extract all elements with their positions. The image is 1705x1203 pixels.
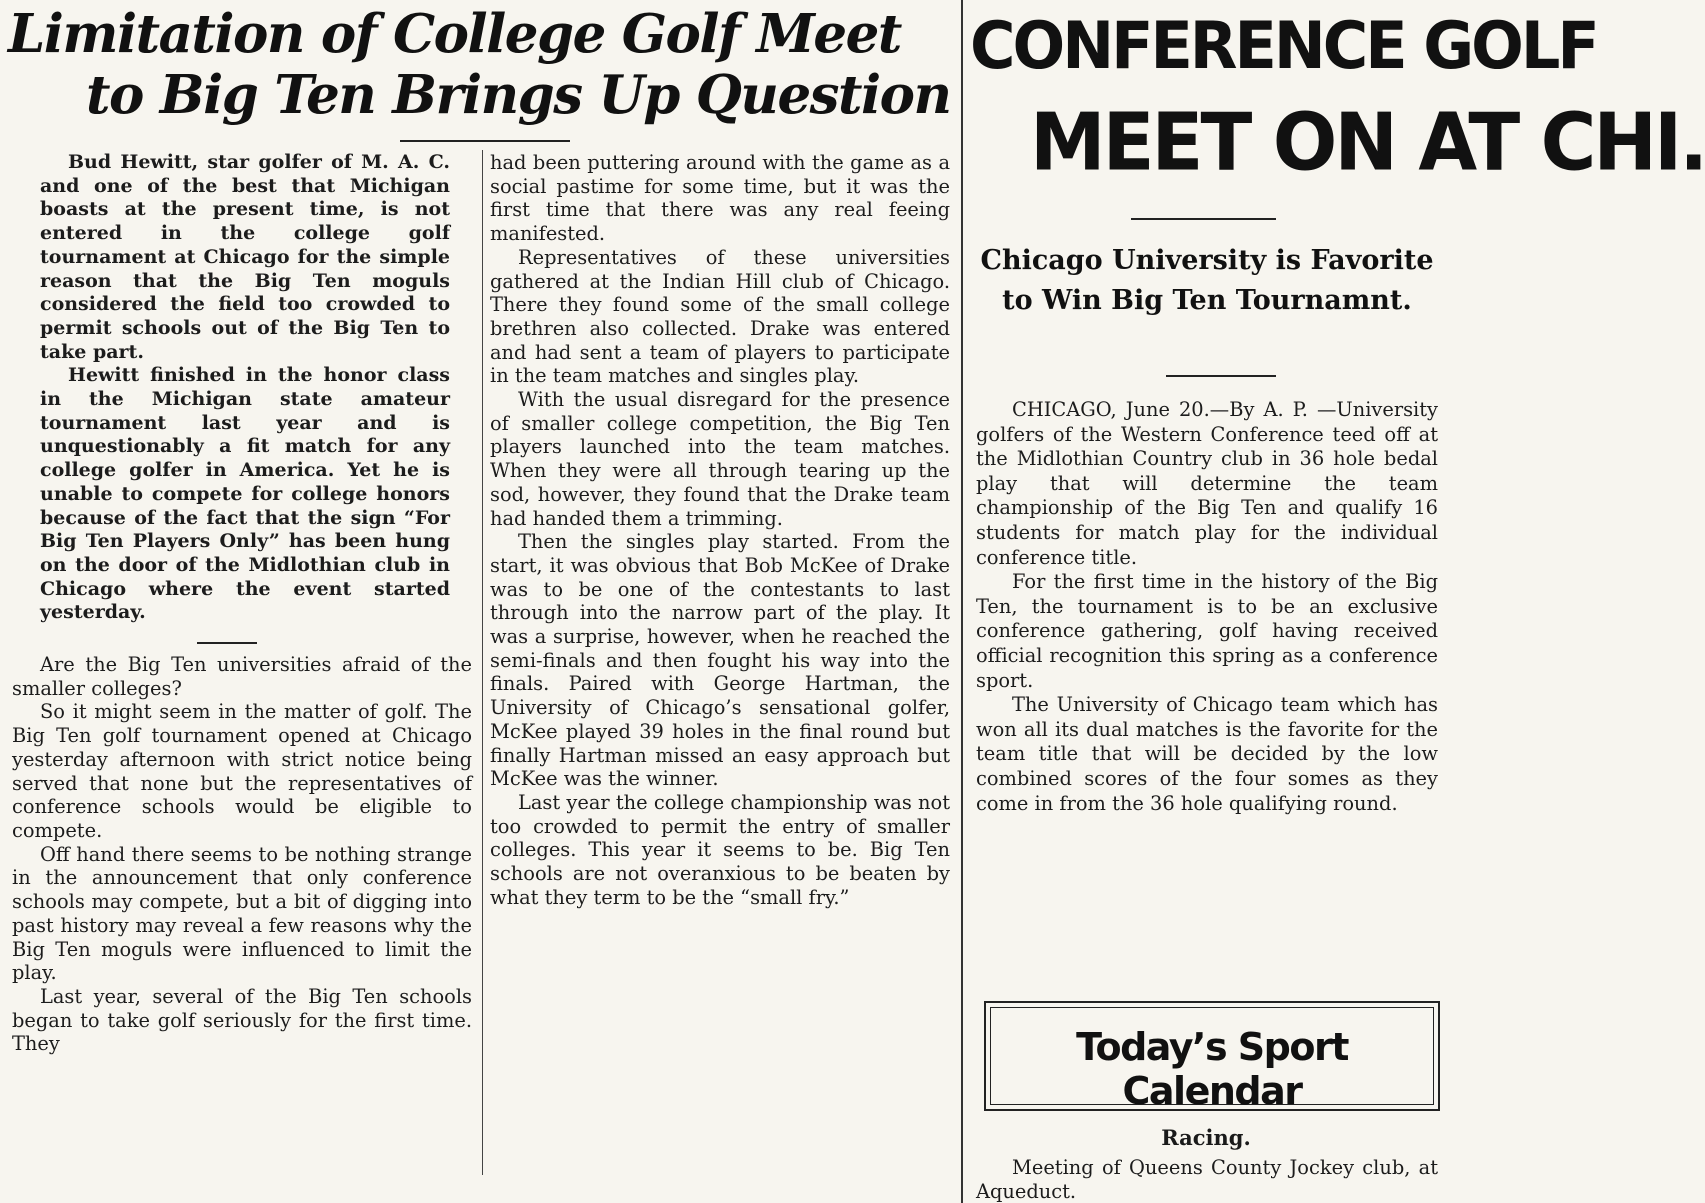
paragraph: CHICAGO, June 20.—By A. P. —University golfers of the Western Conference teed off at the Midlothian Country club in 36 hole bedal play that will determine the team championship of the Big Ten and qualify 16 students for match play for the individual conference title.: [976, 398, 1438, 569]
headline-rule: [1131, 218, 1276, 220]
paragraph: Representatives of these universities gathered at the Indian Hill club of Chicago. There they found some of the small college brethren also collected. Drake was entered and had sent a team of players to participate in the team matches and singles play.: [490, 245, 950, 388]
article-column-1: [12, 151, 472, 1056]
paragraph: Meeting of Queens County Jockey club, at Aqueduct.: [976, 1156, 1438, 1203]
page-column-divider: [961, 0, 963, 1203]
lead-paragraphs: [40, 151, 450, 625]
paragraph: had been puttering around with the game as a social pastime for some time, but it was the first time that there was any real feeing manifested.: [490, 151, 950, 246]
subheadline: Chicago University is Favorite to Win Big Ten Tournamnt.: [980, 245, 1434, 316]
headline-line-1: Limitation of College Golf Meet: [8, 3, 901, 65]
headline-rule: [400, 140, 570, 142]
sidebar-headline-line-2: MEET ON AT CHI.: [1030, 95, 1705, 189]
conference-golf-article: [966, 0, 1705, 1203]
paragraph: Then the singles play started. From the start, it was obvious that Bob McKee of Drake was to be one of the contestants to last through into the narrow part of the play. It was a surprise, however, when he reached the semi-finals and then fought his way into the finals. Paired with George Hartman, the University of Chicago’s sensational golfer, McKee played 39 holes in the final round but finally Hartman missed an easy approach but McKee was the winner.: [490, 530, 950, 791]
sidebar-article-body: [976, 398, 1438, 816]
sidebar-headline-line-1: CONFERENCE GOLF: [970, 6, 1597, 84]
sport-calendar-box: [984, 1001, 1440, 1111]
lead-paragraph: Hewitt finished in the honor class in the Michigan state amateur tournament last year and is unquestionably a fit match for any college golfer in America. Yet he is unable to compete for college honors because of the fact that the sign “For Big Ten Players Only” has been hung on the door of the Midlothian club in Chicago where the event started yesterday.: [40, 364, 450, 624]
paragraph: Off hand there seems to be nothing strange in the announcement that only conference schools may compete, but a bit of digging into past history may reveal a few reasons why the Big Ten moguls were influenced to limit the play.: [12, 842, 472, 985]
article-headline: [8, 4, 953, 126]
paragraph: Last year the college championship was not too crowded to permit the entry of smaller colleges. This year it seems to be. Big Ten schools are not overanxious to be beaten by what they term to be the “small fry.”: [490, 790, 950, 909]
sport-calendar-title: Today’s Sport Calendar: [1076, 1025, 1348, 1113]
paragraph: Are the Big Ten universities afraid of the smaller colleges?: [12, 653, 472, 700]
paragraph: For the first time in the history of the Big Ten, the tournament is to be an exclusive conference gathering, golf having received official recognition this spring as a conference sport.: [976, 570, 1438, 692]
paragraph: So it might seem in the matter of golf. The Big Ten golf tournament opened at Chicago yesterday afternoon with strict notice being served that none but the representatives of conference schools would be eligible to compete.: [12, 700, 472, 842]
headline-line-2: to Big Ten Brings Up Question: [86, 64, 951, 126]
column-divider: [482, 150, 483, 1175]
racing-listing: [976, 1156, 1438, 1203]
article-column-2: [490, 151, 950, 910]
paragraph: Last year, several of the Big Ten schools began to take golf seriously for the first time. They: [12, 984, 472, 1056]
lead-paragraph: Bud Hewitt, star golfer of M. A. C. and one of the best that Michigan boasts at the present time, is not entered in the college golf tournament at Chicago for the simple reason that the Big Ten moguls considered the field too crowded to permit schools out of the Big Ten to take part.: [40, 151, 450, 363]
paragraph: With the usual disregard for the presence of smaller college competition, the Big Ten players launched into the team matches. When they were all through tearing up the sod, however, they found that the Drake team had handed them a trimming.: [490, 388, 950, 530]
racing-heading: Racing.: [1161, 1125, 1251, 1150]
subheadline-rule: [1166, 375, 1276, 377]
section-rule: [197, 642, 257, 644]
sidebar-headline: [970, 0, 1705, 191]
paragraph: The University of Chicago team which has won all its dual matches is the favorite for the team title that will be decided by the low combined scores of the four somes as they come in from the 36 hole qualifying round.: [976, 693, 1438, 815]
